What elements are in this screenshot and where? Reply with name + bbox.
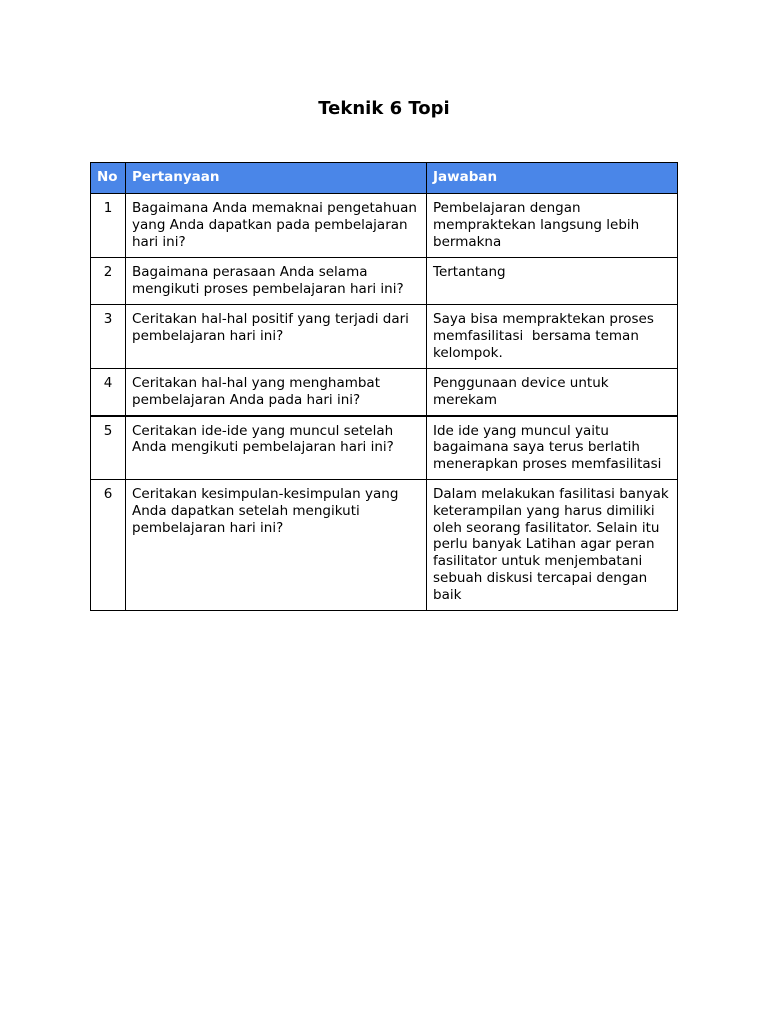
- row-number: 6: [91, 480, 126, 611]
- row-number: 1: [91, 194, 126, 258]
- question-cell: Ceritakan hal-hal yang menghambat pembelajaran Anda pada hari ini?: [126, 369, 427, 416]
- table-row: [91, 305, 678, 369]
- answer-cell: Saya bisa mempraktekan proses memfasilitasi bersama teman kelompok.: [427, 305, 678, 369]
- column-header-question: Pertanyaan: [126, 163, 427, 194]
- question-cell: Ceritakan kesimpulan-kesimpulan yang Anda dapatkan setelah mengikuti pembelajaran hari ini?: [126, 480, 427, 611]
- answer-cell: Pembelajaran dengan mempraktekan langsung lebih bermakna: [427, 194, 678, 258]
- table-body: [91, 194, 678, 611]
- table-row: [91, 258, 678, 305]
- question-cell: Bagaimana perasaan Anda selama mengikuti proses pembelajaran hari ini?: [126, 258, 427, 305]
- table-row: [91, 480, 678, 611]
- table-header-row: [91, 163, 678, 194]
- row-number: 4: [91, 369, 126, 416]
- question-cell: Bagaimana Anda memaknai pengetahuan yang Anda dapatkan pada pembelajaran hari ini?: [126, 194, 427, 258]
- answer-cell: Ide ide yang muncul yaitu bagaimana saya terus berlatih menerapkan proses memfasilitasi: [427, 416, 678, 480]
- table-row: [91, 416, 678, 480]
- row-number: 5: [91, 416, 126, 480]
- question-cell: Ceritakan ide-ide yang muncul setelah Anda mengikuti pembelajaran hari ini?: [126, 416, 427, 480]
- page-title: Teknik 6 Topi: [318, 98, 450, 119]
- answer-cell: Tertantang: [427, 258, 678, 305]
- column-header-no: No: [91, 163, 126, 194]
- column-header-answer: Jawaban: [427, 163, 678, 194]
- table-row: [91, 194, 678, 258]
- table-row: [91, 369, 678, 416]
- question-cell: Ceritakan hal-hal positif yang terjadi dari pembelajaran hari ini?: [126, 305, 427, 369]
- answer-cell: Penggunaan device untuk merekam: [427, 369, 678, 416]
- reflection-table: [90, 162, 678, 611]
- table-header: [91, 163, 678, 194]
- row-number: 2: [91, 258, 126, 305]
- answer-cell: Dalam melakukan fasilitasi banyak keterampilan yang harus dimiliki oleh seorang fasilitator. Selain itu perlu banyak Latihan agar peran fasilitator untuk menjembatani sebuah diskusi tercapai dengan baik: [427, 480, 678, 611]
- row-number: 3: [91, 305, 126, 369]
